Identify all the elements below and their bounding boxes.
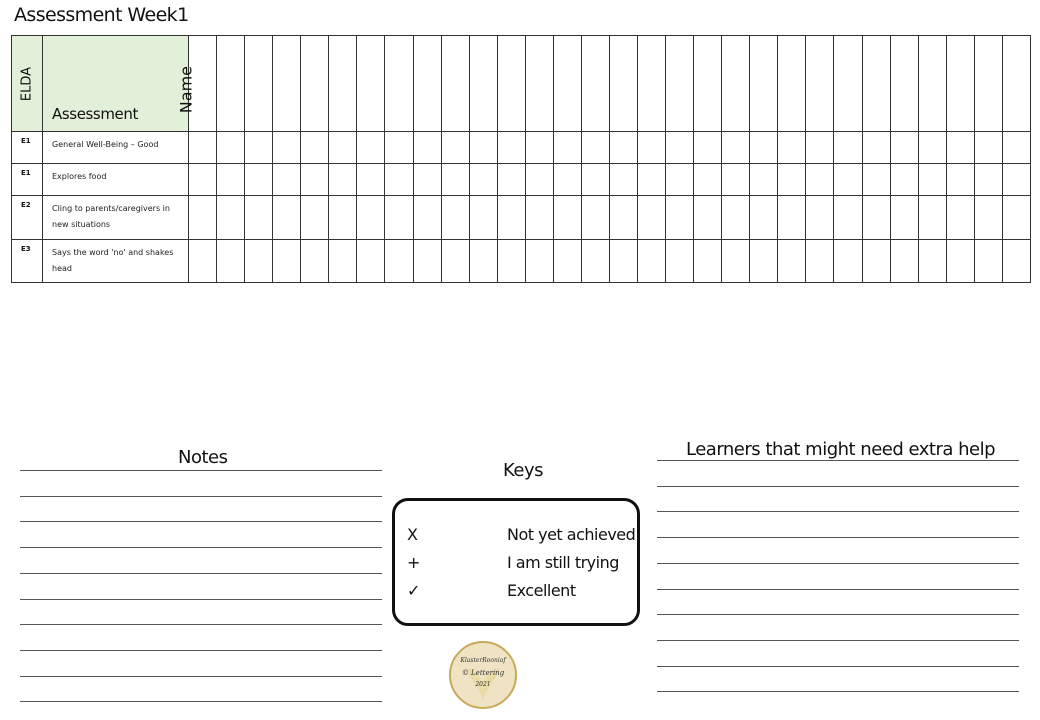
assessment-mark-cell[interactable] <box>750 132 778 164</box>
assessment-mark-cell[interactable] <box>385 196 413 240</box>
assessment-mark-cell[interactable] <box>525 240 553 283</box>
elda-code: E3 <box>12 240 43 283</box>
assessment-mark-cell[interactable] <box>778 196 806 240</box>
writing-line[interactable] <box>657 460 1019 461</box>
assessment-mark-cell[interactable] <box>974 164 1002 196</box>
learners-heading: Learners that might need extra help <box>686 439 996 460</box>
writing-line[interactable] <box>657 640 1019 641</box>
key-symbol-x: X <box>407 525 418 544</box>
name-header-label: Name <box>176 66 196 114</box>
learner-name-cell[interactable] <box>301 36 329 132</box>
table-row <box>12 196 1031 240</box>
key-label-excellent: Excellent <box>507 581 576 600</box>
assessment-mark-cell[interactable] <box>918 164 946 196</box>
assessment-mark-cell[interactable] <box>301 132 329 164</box>
keys-box <box>392 498 640 626</box>
learner-name-cell[interactable] <box>609 36 637 132</box>
learner-name-cell[interactable] <box>946 36 974 132</box>
learner-name-cell[interactable] <box>1002 36 1030 132</box>
assessment-mark-cell[interactable] <box>1002 196 1030 240</box>
assessment-mark-cell[interactable] <box>666 196 694 240</box>
writing-line[interactable] <box>657 486 1019 487</box>
assessment-mark-cell[interactable] <box>525 196 553 240</box>
assessment-mark-cell[interactable] <box>609 132 637 164</box>
assessment-mark-cell[interactable] <box>834 164 862 196</box>
assessment-mark-cell[interactable] <box>862 196 890 240</box>
assessment-mark-cell[interactable] <box>946 164 974 196</box>
assessment-mark-cell[interactable] <box>890 196 918 240</box>
assessment-mark-cell[interactable] <box>329 132 357 164</box>
assessment-mark-cell[interactable] <box>750 240 778 283</box>
assessment-mark-cell[interactable] <box>694 132 722 164</box>
assessment-mark-cell[interactable] <box>778 132 806 164</box>
writing-line[interactable] <box>20 701 382 702</box>
assessment-mark-cell[interactable] <box>834 240 862 283</box>
assessment-mark-cell[interactable] <box>413 240 441 283</box>
writing-line[interactable] <box>657 589 1019 590</box>
assessment-mark-cell[interactable] <box>189 132 217 164</box>
header-row <box>12 36 1031 132</box>
assessment-mark-cell[interactable] <box>413 132 441 164</box>
assessment-mark-cell[interactable] <box>385 132 413 164</box>
learner-name-cell[interactable] <box>329 36 357 132</box>
writing-line[interactable] <box>657 691 1019 692</box>
writing-line[interactable] <box>20 650 382 651</box>
learner-name-cell[interactable] <box>890 36 918 132</box>
assessment-mark-cell[interactable] <box>918 132 946 164</box>
assessment-mark-cell[interactable] <box>638 240 666 283</box>
assessment-mark-cell[interactable] <box>245 132 273 164</box>
elda-header-label: ELDA <box>19 66 35 101</box>
assessment-mark-cell[interactable] <box>778 240 806 283</box>
writing-line[interactable] <box>657 563 1019 564</box>
key-row-excellent <box>407 581 631 603</box>
assessment-mark-cell[interactable] <box>217 240 245 283</box>
writing-line[interactable] <box>20 496 382 497</box>
writing-line[interactable] <box>20 676 382 677</box>
assessment-mark-cell[interactable] <box>946 240 974 283</box>
learner-name-cell[interactable] <box>441 36 469 132</box>
assessment-mark-cell[interactable] <box>273 164 301 196</box>
assessment-mark-cell[interactable] <box>638 164 666 196</box>
assessment-mark-cell[interactable] <box>469 164 497 196</box>
writing-line[interactable] <box>20 470 382 471</box>
key-row-trying <box>407 553 631 575</box>
assessment-header-label: Assessment <box>52 105 138 123</box>
assessment-mark-cell[interactable] <box>694 164 722 196</box>
assessment-mark-cell[interactable] <box>469 132 497 164</box>
assessment-mark-cell[interactable] <box>385 164 413 196</box>
assessment-mark-cell[interactable] <box>946 132 974 164</box>
learner-name-cell[interactable] <box>806 36 834 132</box>
assessment-mark-cell[interactable] <box>609 164 637 196</box>
assessment-mark-cell[interactable] <box>806 196 834 240</box>
assessment-mark-cell[interactable] <box>890 132 918 164</box>
assessment-mark-cell[interactable] <box>722 132 750 164</box>
learner-name-cell[interactable] <box>245 36 273 132</box>
assessment-mark-cell[interactable] <box>722 164 750 196</box>
assessment-mark-cell[interactable] <box>469 196 497 240</box>
assessment-mark-cell[interactable] <box>217 196 245 240</box>
assessment-mark-cell[interactable] <box>1002 132 1030 164</box>
learner-name-cell[interactable] <box>273 36 301 132</box>
assessment-mark-cell[interactable] <box>217 164 245 196</box>
assessment-mark-cell[interactable] <box>806 164 834 196</box>
key-symbol-plus: + <box>407 553 420 572</box>
assessment-mark-cell[interactable] <box>722 196 750 240</box>
learner-name-cell[interactable] <box>862 36 890 132</box>
learner-name-cell[interactable] <box>469 36 497 132</box>
assessment-mark-cell[interactable] <box>301 164 329 196</box>
writing-line[interactable] <box>20 547 382 548</box>
assessment-mark-cell[interactable] <box>666 132 694 164</box>
learner-name-cell[interactable] <box>497 36 525 132</box>
learner-name-cell[interactable] <box>722 36 750 132</box>
assessment-mark-cell[interactable] <box>918 196 946 240</box>
key-label-not-achieved: Not yet achieved <box>507 525 636 544</box>
assessment-mark-cell[interactable] <box>1002 164 1030 196</box>
learner-name-cell[interactable] <box>357 36 385 132</box>
assessment-mark-cell[interactable] <box>834 196 862 240</box>
assessment-mark-cell[interactable] <box>750 196 778 240</box>
assessment-mark-cell[interactable] <box>806 132 834 164</box>
assessment-mark-cell[interactable] <box>329 164 357 196</box>
learner-name-cell[interactable] <box>918 36 946 132</box>
learner-name-cell[interactable] <box>750 36 778 132</box>
assessment-mark-cell[interactable] <box>245 240 273 283</box>
assessment-description: General Well-Being – Good <box>43 132 189 164</box>
logo-line2: © Lettering <box>461 669 505 677</box>
assessment-mark-cell[interactable] <box>497 240 525 283</box>
assessment-mark-cell[interactable] <box>273 196 301 240</box>
elda-code: E1 <box>12 164 43 196</box>
assessment-mark-cell[interactable] <box>357 196 385 240</box>
assessment-mark-cell[interactable] <box>609 196 637 240</box>
keys-heading: Keys <box>503 460 544 481</box>
learner-name-cell[interactable] <box>694 36 722 132</box>
assessment-mark-cell[interactable] <box>441 240 469 283</box>
assessment-mark-cell[interactable] <box>385 240 413 283</box>
assessment-mark-cell[interactable] <box>666 164 694 196</box>
assessment-mark-cell[interactable] <box>806 240 834 283</box>
learner-name-cell[interactable] <box>666 36 694 132</box>
writing-line[interactable] <box>20 599 382 600</box>
learner-name-cell[interactable] <box>581 36 609 132</box>
writing-line[interactable] <box>20 521 382 522</box>
elda-code: E2 <box>12 196 43 240</box>
learner-name-cell[interactable] <box>385 36 413 132</box>
learner-name-cell[interactable] <box>834 36 862 132</box>
assessment-mark-cell[interactable] <box>441 196 469 240</box>
assessment-mark-cell[interactable] <box>441 132 469 164</box>
assessment-mark-cell[interactable] <box>189 164 217 196</box>
assessment-mark-cell[interactable] <box>553 196 581 240</box>
assessment-mark-cell[interactable] <box>301 240 329 283</box>
assessment-mark-cell[interactable] <box>638 196 666 240</box>
writing-line[interactable] <box>657 537 1019 538</box>
assessment-description: Says the word 'no' and shakes head <box>43 240 189 283</box>
assessment-mark-cell[interactable] <box>553 240 581 283</box>
assessment-mark-cell[interactable] <box>497 196 525 240</box>
assessment-mark-cell[interactable] <box>469 240 497 283</box>
logo-line1: KlasterRooniaf <box>460 657 506 664</box>
assessment-mark-cell[interactable] <box>245 196 273 240</box>
table-row <box>12 164 1031 196</box>
learner-name-cell[interactable] <box>974 36 1002 132</box>
learner-name-cell[interactable] <box>638 36 666 132</box>
notes-heading: Notes <box>178 447 228 468</box>
assessment-mark-cell[interactable] <box>245 164 273 196</box>
assessment-mark-cell[interactable] <box>329 196 357 240</box>
assessment-mark-cell[interactable] <box>666 240 694 283</box>
writing-line[interactable] <box>657 511 1019 512</box>
assessment-description: Explores food <box>43 164 189 196</box>
assessment-mark-cell[interactable] <box>497 132 525 164</box>
assessment-mark-cell[interactable] <box>357 240 385 283</box>
learners-lines[interactable] <box>657 460 1019 700</box>
key-row-not-achieved <box>407 525 636 547</box>
logo-line3: 2021 <box>475 681 491 688</box>
elda-header <box>12 36 43 132</box>
assessment-mark-cell[interactable] <box>581 132 609 164</box>
assessment-mark-cell[interactable] <box>834 132 862 164</box>
key-label-trying: I am still trying <box>507 553 619 572</box>
assessment-mark-cell[interactable] <box>441 164 469 196</box>
learner-name-cell[interactable] <box>217 36 245 132</box>
assessment-mark-cell[interactable] <box>329 240 357 283</box>
table-row <box>12 132 1031 164</box>
assessment-mark-cell[interactable] <box>694 240 722 283</box>
assessment-mark-cell[interactable] <box>974 196 1002 240</box>
lettering-logo <box>448 640 518 710</box>
assessment-mark-cell[interactable] <box>553 164 581 196</box>
assessment-table <box>11 35 1031 283</box>
assessment-mark-cell[interactable] <box>357 132 385 164</box>
assessment-mark-cell[interactable] <box>581 164 609 196</box>
notes-lines[interactable] <box>20 470 382 710</box>
assessment-description: Cling to parents/caregivers in new situations <box>43 196 189 240</box>
table-row <box>12 240 1031 283</box>
assessment-mark-cell[interactable] <box>918 240 946 283</box>
learner-name-cell[interactable] <box>413 36 441 132</box>
assessment-mark-cell[interactable] <box>301 196 329 240</box>
assessment-mark-cell[interactable] <box>217 132 245 164</box>
assessment-mark-cell[interactable] <box>189 196 217 240</box>
assessment-mark-cell[interactable] <box>638 132 666 164</box>
assessment-mark-cell[interactable] <box>525 164 553 196</box>
assessment-mark-cell[interactable] <box>946 196 974 240</box>
assessment-mark-cell[interactable] <box>357 164 385 196</box>
assessment-mark-cell[interactable] <box>413 196 441 240</box>
assessment-mark-cell[interactable] <box>694 196 722 240</box>
assessment-mark-cell[interactable] <box>862 164 890 196</box>
assessment-mark-cell[interactable] <box>273 240 301 283</box>
key-symbol-check: ✓ <box>407 581 420 600</box>
assessment-mark-cell[interactable] <box>553 132 581 164</box>
page-title: Assessment Week1 <box>14 4 189 26</box>
assessment-mark-cell[interactable] <box>581 240 609 283</box>
learner-name-cell[interactable] <box>553 36 581 132</box>
assessment-mark-cell[interactable] <box>273 132 301 164</box>
assessment-mark-cell[interactable] <box>974 132 1002 164</box>
assessment-mark-cell[interactable] <box>890 240 918 283</box>
learner-name-cell[interactable] <box>778 36 806 132</box>
assessment-mark-cell[interactable] <box>778 164 806 196</box>
writing-line[interactable] <box>657 614 1019 615</box>
assessment-mark-cell[interactable] <box>413 164 441 196</box>
assessment-mark-cell[interactable] <box>862 240 890 283</box>
assessment-mark-cell[interactable] <box>1002 240 1030 283</box>
assessment-mark-cell[interactable] <box>581 196 609 240</box>
learner-name-cell[interactable] <box>525 36 553 132</box>
writing-line[interactable] <box>20 573 382 574</box>
assessment-mark-cell[interactable] <box>862 132 890 164</box>
assessment-mark-cell[interactable] <box>525 132 553 164</box>
elda-code: E1 <box>12 132 43 164</box>
assessment-mark-cell[interactable] <box>189 240 217 283</box>
assessment-mark-cell[interactable] <box>722 240 750 283</box>
assessment-mark-cell[interactable] <box>497 164 525 196</box>
assessment-mark-cell[interactable] <box>609 240 637 283</box>
writing-line[interactable] <box>657 666 1019 667</box>
assessment-mark-cell[interactable] <box>890 164 918 196</box>
assessment-mark-cell[interactable] <box>750 164 778 196</box>
assessment-mark-cell[interactable] <box>974 240 1002 283</box>
assessment-name-header <box>43 36 196 132</box>
writing-line[interactable] <box>20 624 382 625</box>
